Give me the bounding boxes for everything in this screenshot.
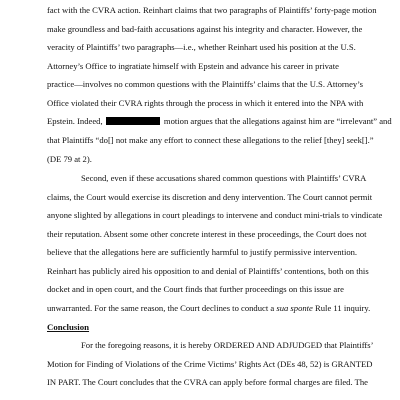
redaction-bar (106, 117, 160, 125)
text-segment: Rule 11 inquiry. (315, 303, 371, 313)
text-line: claims, the Court would exercise its discretion and deny intervention. The Court cannot permit (47, 192, 373, 202)
text-line: that Plaintiffs “do[] not make any effort to connect these allegations to the relief [they] seek[].” (47, 135, 374, 145)
text-segment: Epstein. Indeed, (47, 116, 103, 126)
text-line-with-italic (47, 303, 370, 314)
text-line: For the foregoing reasons, it is hereby ORDERED AND ADJUDGED that Plaintiffs’ (81, 340, 374, 350)
text-line: practice—involves no common questions with the Plaintiffs’ claims that the U.S. Attorney’s (47, 79, 363, 89)
text-line: Office violated their CVRA rights through the process in which it entered into the NPA with (47, 98, 364, 108)
text-line: Reinhart has publicly aired his opposition to and denial of Plaintiffs’ contentions, both on this (47, 266, 369, 276)
text-line: Attorney’s Office to ingratiate himself with Epstein and advance his career in private (47, 61, 339, 71)
text-line: their reputation. Absent some other concrete interest in these proceedings, the Court does not (47, 229, 367, 239)
italic-term: sua sponte (276, 303, 313, 313)
text-line-with-redaction (47, 116, 392, 127)
text-line: veracity of Plaintiffs’ two paragraphs—i.e., whether Reinhart used his position at the U.S. (47, 42, 356, 52)
text-line: Motion for Finding of Violations of the Crime Victims’ Rights Act (DEs 48, 52) is GRANTED (47, 359, 373, 369)
text-line: anyone slighted by allegations in court pleadings to intervene and conduct mini-trials to vindicate (47, 210, 383, 220)
text-line: IN PART. The Court concludes that the CVRA can apply before formal charges are filed. The (47, 377, 368, 387)
text-segment: motion argues that the allegations against him are “irrelevant” and (163, 116, 392, 126)
text-line: believe that the allegations here are sufficiently harmful to justify permissive intervention. (47, 247, 358, 257)
text-line: Second, even if these accusations shared common questions with Plaintiffs’ CVRA (81, 173, 367, 183)
text-line: fact with the CVRA action. Reinhart claims that two paragraphs of Plaintiffs’ forty-page motion (47, 5, 377, 15)
section-heading: Conclusion (47, 322, 90, 332)
text-segment: unwarranted. For the same reason, the Court declines to conduct a (47, 303, 275, 313)
text-line: (DE 79 at 2). (47, 154, 92, 164)
text-line: make groundless and bad-faith accusations against his integrity and character. However, the (47, 24, 363, 34)
text-line: docket and in open court, and the Court finds that further proceedings on this issue are (47, 284, 344, 294)
